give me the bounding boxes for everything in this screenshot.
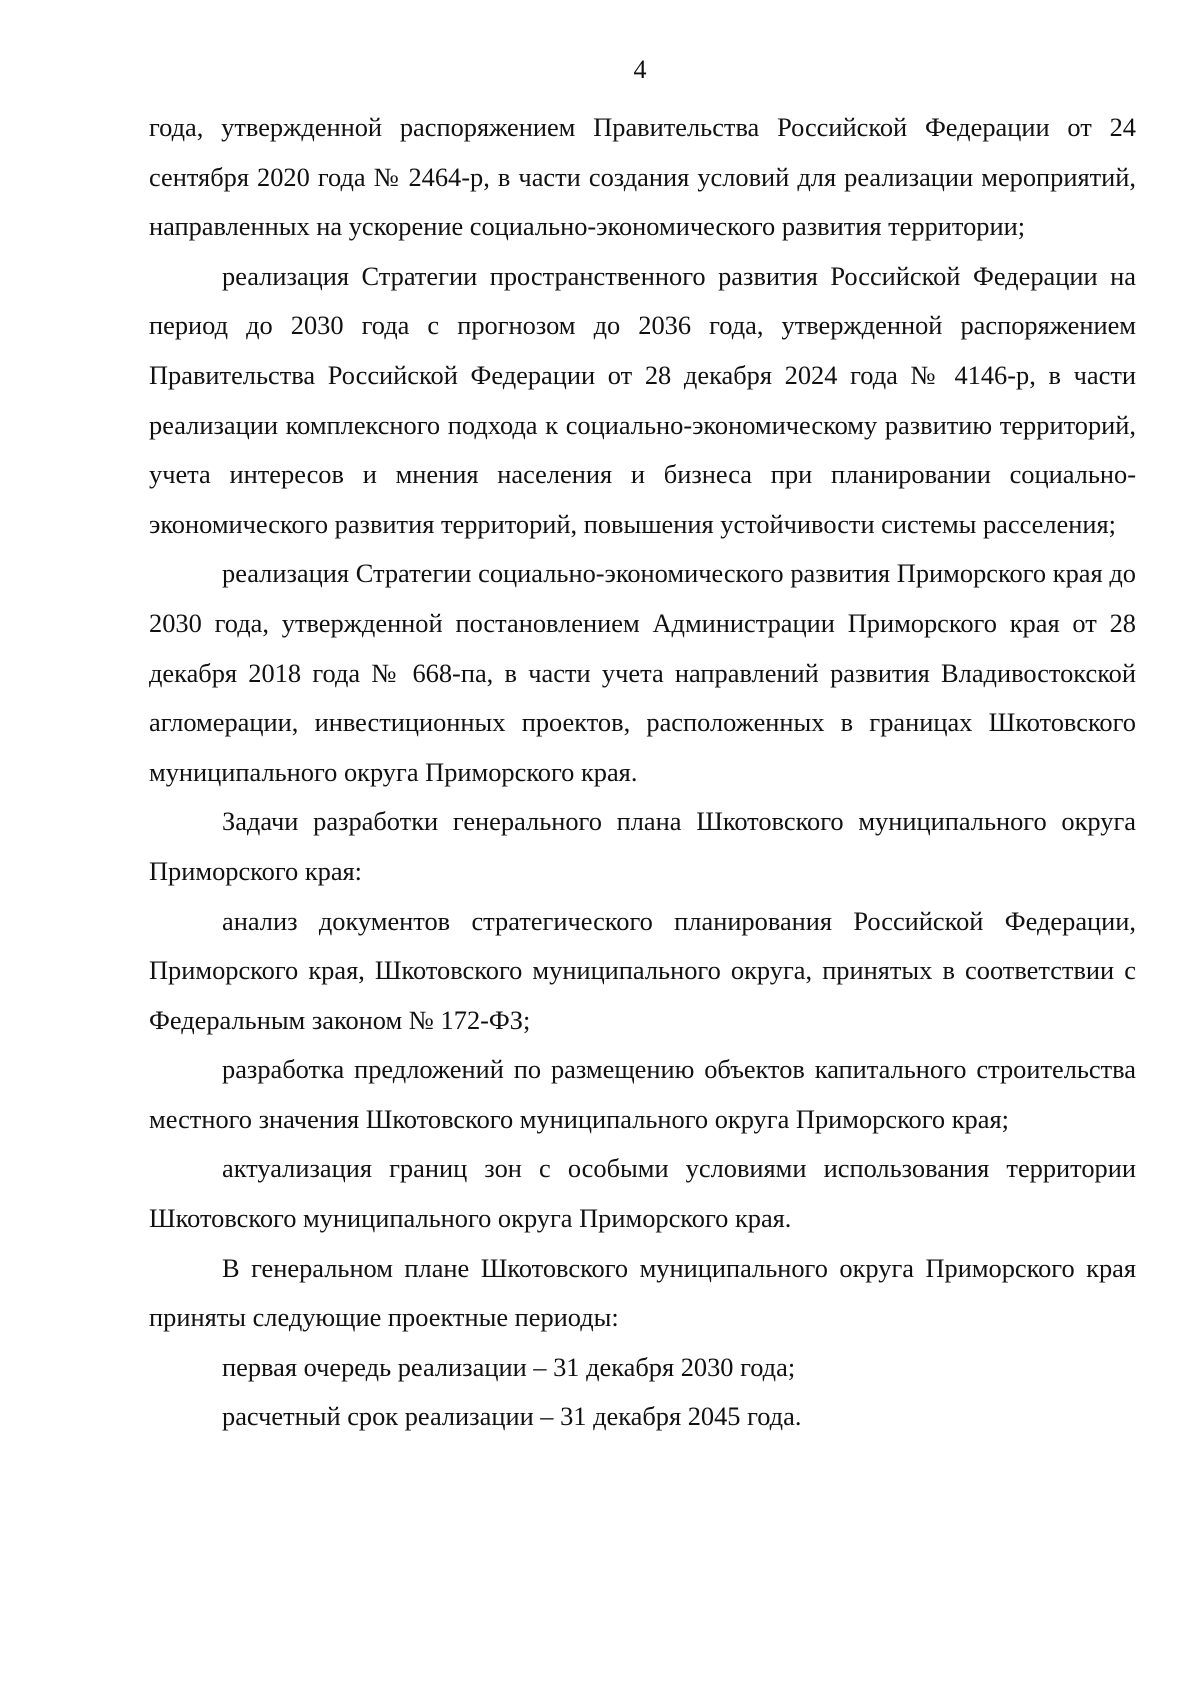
paragraph-task-proposals: разработка предложений по размещению объектов капитального строительства местного значения Шкотовского муниципального округа Приморского края;	[149, 1054, 1136, 1134]
paragraph-estimated-term: расчетный срок реализации – 31 декабря 2045 года.	[222, 1401, 802, 1432]
document-body	[149, 103, 1136, 1442]
paragraph-project-periods: В генеральном плане Шкотовского муниципального округа Приморского края приняты следующие проектные периоды:	[149, 1252, 1136, 1333]
paragraph-spatial-strategy: реализация Стратегии пространственного развития Российской Федерации на период до 2030 года с прогнозом до 2036 года, утвержденной распоряжением Правительства Российской Федерации от 28 декабря 2024 года № 4146-р, в части реализации комплексного подхода к социально-экономическому развитию территорий, учета интересов и мнения населения и бизнеса при планировании социально-экономического развития территорий, повышения устойчивости системы расселения;	[149, 260, 1136, 539]
paragraph-first-stage: первая очередь реализации – 31 декабря 2030 года;	[222, 1351, 796, 1382]
paragraph-task-zones: актуализация границ зон с особыми условиями использования территории Шкотовского муниципального округа Приморского края.	[149, 1153, 1136, 1234]
paragraph-continuation: года, утвержденной распоряжением Правительства Российской Федерации от 24 сентября 2020 года № 2464-р, в части создания условий для реализации мероприятий, направленных на ускорение социально-экономического развития территории;	[149, 112, 1136, 242]
paragraph-task-analysis: анализ документов стратегического планирования Российской Федерации, Приморского края, Шкотовского муниципального округа, принятых в соответствии с Федеральным законом № 172-ФЗ;	[149, 905, 1136, 1035]
page-number: 4	[633, 55, 647, 84]
paragraph-tasks-heading: Задачи разработки генерального плана Шкотовского муниципального округа Приморского края:	[149, 806, 1136, 886]
paragraph-primorsky-strategy: реализация Стратегии социально-экономического развития Приморского края до 2030 года, утвержденной постановлением Администрации Приморского края от 28 декабря 2018 года № 668-па, в части учета направлений развития Владивостокской агломерации, инвестиционных проектов, расположенных в границах Шкотовского муниципального округа Приморского края.	[149, 558, 1136, 787]
